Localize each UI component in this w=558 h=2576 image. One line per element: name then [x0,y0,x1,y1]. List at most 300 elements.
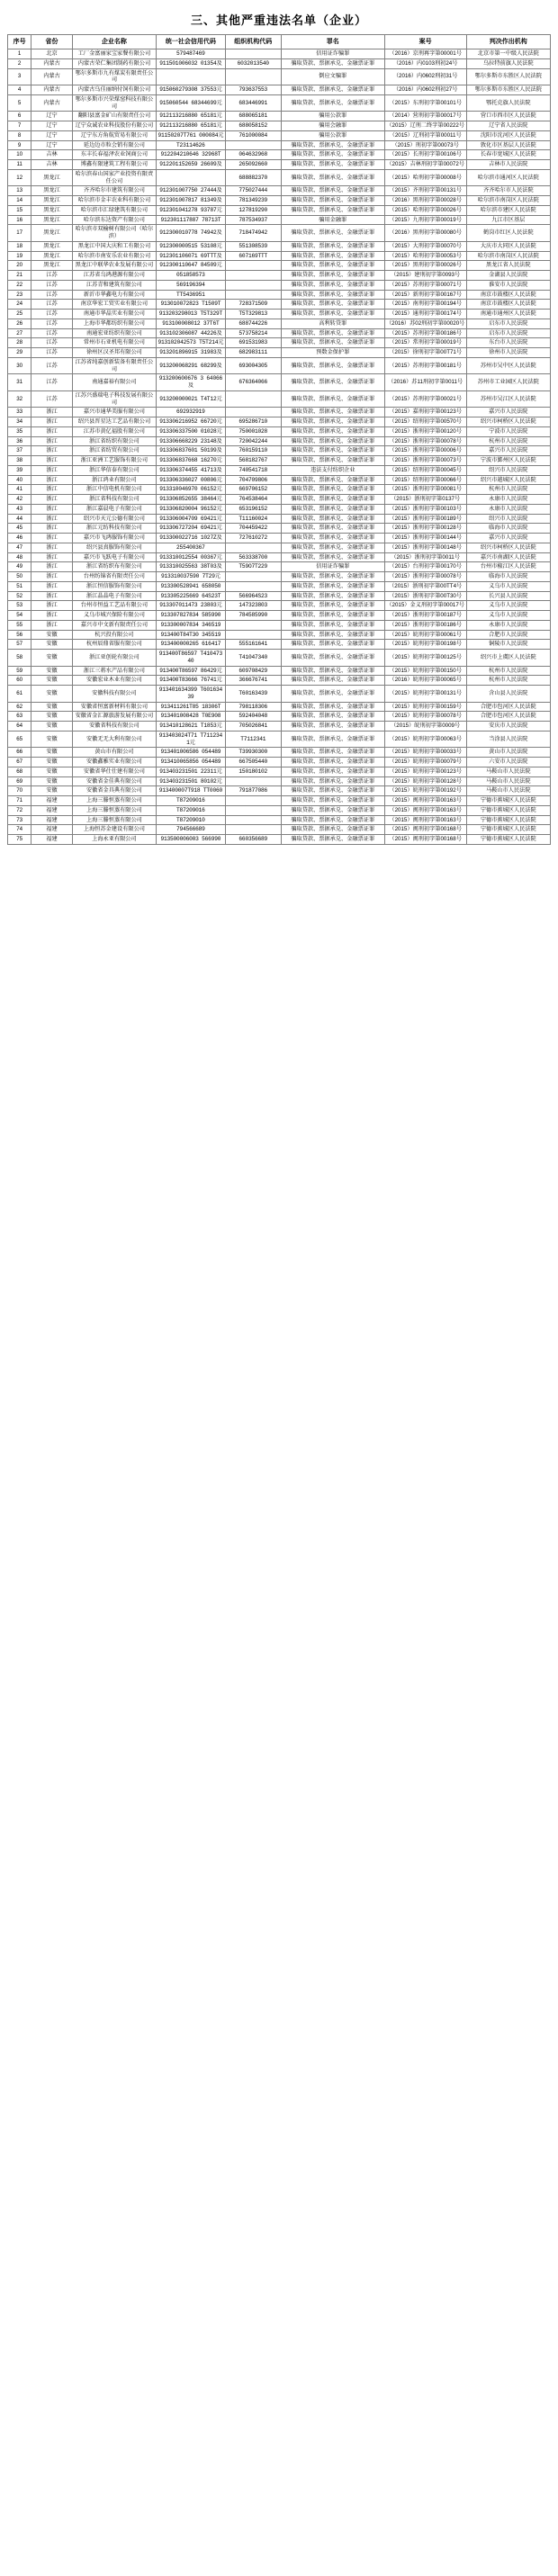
cell-company: 博鑫有限建筑工程有限公司 [72,160,156,170]
cell-company: 台州纺锦省有限责任公司 [72,572,156,582]
cell-credit-code: 913306004709 69421元 [157,514,226,524]
cell-province: 黑龙江 [32,261,72,271]
cell-charge: 骗取贷款、票据承兑、金融票证罪 [281,310,384,319]
cell-charge: 骗用会融罪 [281,121,384,131]
cell-court: 苏州市工业园区人民法院 [466,374,550,391]
cell-index: 75 [8,835,32,845]
cell-province: 黑龙江 [32,241,72,251]
table-body [8,49,551,845]
table-row [8,712,551,722]
cell-charge: 骗取贷款、票据承兑、金融票证罪 [281,815,384,825]
cell-court: 临海市人民法院 [466,572,550,582]
cell-charge: 骗取贷款、票据承兑、金融票证罪 [281,630,384,640]
cell-company: 上海三滕恒蒸有限公司 [72,805,156,815]
cell-credit-code: 912300010778 74942及 [157,225,226,242]
cell-case-no: （2015）皖刑初字第00159号 [384,702,466,712]
cell-case-no: （2016）内0602刑初31号 [384,68,466,85]
cell-org-code [225,271,281,281]
cell-province: 浙江 [32,475,72,485]
cell-province: 江苏 [32,271,72,281]
cell-case-no: （2015）齐刑初字第00131号 [384,186,466,196]
cell-org-code [225,390,281,408]
cell-index: 60 [8,676,32,686]
cell-company: 内蒙古荣仁集团制药有限公司 [72,58,156,68]
col-header-index: 序号 [8,35,32,49]
cell-credit-code: 913310037590 7T29元 [157,572,226,582]
col-header-org-code: 组织机构代码 [225,35,281,49]
col-header-charge: 罪名 [281,35,384,49]
cell-org-code [225,630,281,640]
cell-court: 嘉兴市人民法院 [466,534,550,543]
cell-credit-code: 913403231501 22311元 [157,767,226,776]
cell-credit-code: 913400T86597 86429元 [157,666,226,676]
cell-province: 江苏 [32,357,72,374]
cell-case-no: （2015）苏刑初字第00186号 [384,328,466,338]
cell-case-no: （2015）浙刑初字第00TT4号 [384,581,466,591]
cell-org-code: 573758214 [225,328,281,338]
cell-org-code: 720042244 [225,436,281,446]
cell-province: 黑龙江 [32,205,72,215]
cell-company: 翻阳县富金矿山有限责任公司 [72,112,156,121]
cell-org-code: T41047340 [225,650,281,667]
cell-case-no: （2015）皖刑初字第00061号 [384,630,466,640]
cell-credit-code: TT5436951 [157,290,226,300]
cell-province: 浙江 [32,504,72,514]
table-row [8,169,551,186]
cell-charge: 预数金保护罪 [281,348,384,358]
cell-index: 12 [8,169,32,186]
cell-case-no: （2015）皖刑初字第00125号 [384,650,466,667]
cell-province: 黑龙江 [32,251,72,261]
cell-company: 浙江嘉晨电子有限公司 [72,504,156,514]
cell-index: 39 [8,465,32,475]
cell-court: 绍兴市上虞区人民法院 [466,650,550,667]
cell-org-code [225,68,281,85]
cell-case-no: （2015）浙刑初字第00128号 [384,524,466,534]
cell-index: 6 [8,112,32,121]
cell-charge: 骗取贷款、票据承兑、金融票证罪 [281,328,384,338]
cell-case-no: （2015）浙刑初字第00073号 [384,456,466,466]
cell-court: 嘉兴市人民法院 [466,408,550,417]
cell-company: 黄山市有限公司 [72,748,156,758]
cell-company: 哈尔滨市金丰农业科有限公司 [72,196,156,206]
table-header-row [8,35,551,49]
cell-case-no: （2016）黑刑初字第00028号 [384,196,466,206]
cell-index: 42 [8,495,32,505]
cell-province: 福建 [32,835,72,845]
cell-index: 1 [8,49,32,59]
cell-charge: 骗取贷款、票据承兑、金融票证罪 [281,280,384,290]
cell-case-no: （2015）浙刑初字第00T30号 [384,591,466,601]
cell-court: 齐齐哈尔市人民法院 [466,186,550,196]
cell-credit-code: 913310046970 06152元 [157,485,226,495]
cell-court: 宁德市蕉城区人民法院 [466,796,550,806]
table-row [8,552,551,562]
cell-index: 67 [8,758,32,767]
cell-credit-code: 913200600676 3 64066及 [157,374,226,391]
cell-charge: 骗取贷款、票据承兑、金融票证罪 [281,169,384,186]
cell-charge: 骗取贷款、票据承兑、金融票证罪 [281,58,384,68]
table-row [8,49,551,59]
table-row [8,300,551,310]
cell-company: 安徽无无大利有限公司 [72,731,156,748]
cell-province: 浙江 [32,417,72,427]
cell-case-no: （2015）苏刑初字第00071号 [384,280,466,290]
cell-court: 杭州市人民法院 [466,666,550,676]
cell-credit-code: 913403231501 80102元 [157,776,226,786]
cell-court: 义乌市人民法院 [466,601,550,611]
table-row [8,271,551,281]
cell-charge: 骗取贷款、票据承兑、金融票证罪 [281,712,384,722]
cell-charge: 骗取贷款、票据承兑、金融票证罪 [281,611,384,621]
cell-org-code: 609708429 [225,666,281,676]
cell-province: 安徽 [32,776,72,786]
cell-case-no: （2014）营刑初字第00017号 [384,112,466,121]
cell-org-code: T11160024 [225,514,281,524]
cell-province: 安徽 [32,702,72,712]
cell-company: 杭兴投有限公司 [72,630,156,640]
cell-credit-code: 913300007834 346519 [157,620,226,630]
cell-index: 7 [8,121,32,131]
cell-charge: 骗取贷款、票据承兑、金融票证罪 [281,196,384,206]
table-row [8,591,551,601]
cell-index: 18 [8,241,32,251]
cell-index: 21 [8,271,32,281]
cell-credit-code: 913306852655 38464元 [157,495,226,505]
cell-case-no: （2015）常刑初字第00019号 [384,338,466,348]
cell-index: 17 [8,225,32,242]
cell-index: 49 [8,562,32,572]
cell-index: 45 [8,524,32,534]
cell-province: 江苏 [32,290,72,300]
cell-court: 绍兴市人民法院 [466,514,550,524]
cell-org-code: T59O7T229 [225,562,281,572]
cell-company: 浙江省纺织布有限公司 [72,562,156,572]
cell-case-no: （2016）皖刑初字第00065号 [384,676,466,686]
cell-court: 含山县人民法院 [466,686,550,703]
cell-charge: 倒应文骗罪 [281,68,384,85]
cell-case-no: （2015）新刑初字第00167号 [384,290,466,300]
cell-credit-code: 913410128621 T1853元 [157,722,226,732]
cell-case-no: （2016）内0602刑初27号 [384,85,466,95]
cell-province: 浙江 [32,572,72,582]
cell-province: 浙江 [32,426,72,436]
cell-province: 内蒙古 [32,68,72,85]
cell-province: 安徽 [32,676,72,686]
table-row [8,601,551,611]
cell-case-no: （2015）刑初字第00073号 [384,140,466,150]
cell-index: 33 [8,408,32,417]
cell-index: 27 [8,328,32,338]
cell-court: 杭州市人民法院 [466,676,550,686]
cell-credit-code: 913400T86597 T41047340 [157,650,226,667]
cell-org-code: 683446991 [225,94,281,112]
cell-index: 29 [8,348,32,358]
cell-court: 乌拉特前旗人民法院 [466,58,550,68]
cell-index: 36 [8,436,32,446]
cell-company: 浙江中信电机有限公司 [72,485,156,495]
cell-case-no: （2015）浙刑初字第0011号 [384,552,466,562]
cell-province: 浙江 [32,562,72,572]
cell-org-code: 740541718 [225,465,281,475]
cell-court: 杭州市人民法院 [466,485,550,495]
cell-court: 绍兴市柯桥区人民法院 [466,543,550,552]
cell-court: 永康市人民法院 [466,495,550,505]
cell-case-no: （2016）京刑再字第00001号 [384,49,466,59]
cell-province: 安徽 [32,758,72,767]
cell-case-no: （2015）辽刑二终字第00222号 [384,121,466,131]
cell-credit-code: 913300528941 658050 [157,581,226,591]
cell-company: 浙江亚创轮有限公司 [72,650,156,667]
cell-credit-code: 913307827834 585990 [157,611,226,621]
cell-charge: 骗取贷款、票据承兑、金融票证罪 [281,160,384,170]
cell-index: 61 [8,686,32,703]
cell-org-code: 775027444 [225,186,281,196]
cell-credit-code: 911501006032 01354及 [157,58,226,68]
cell-province: 浙江 [32,524,72,534]
cell-company: 工厂金富丽家宝家餐有限公司 [72,49,156,59]
table-row [8,514,551,524]
cell-case-no: （2016）黑刑初字第00080号 [384,225,466,242]
cell-charge: 骗取贷款、票据承兑、金融票证罪 [281,390,384,408]
cell-case-no: （2015）皖刑初字第00150号 [384,666,466,676]
cell-company: 南通宏亚纺织有限公司 [72,328,156,338]
table-row [8,786,551,796]
table-row [8,776,551,786]
cell-charge: 骗取贷款、票据承兑、金融票证罪 [281,572,384,582]
cell-company: 安徽省金汇源旅游发展有限公司 [72,712,156,722]
table-row [8,241,551,251]
cell-org-code: 660356689 [225,835,281,845]
cell-charge: 骗取贷款、票据承兑、金融票证罪 [281,524,384,534]
cell-index: 55 [8,620,32,630]
cell-province: 安徽 [32,786,72,796]
cell-case-no: （2015）皖刑初字第00128号 [384,776,466,786]
cell-company: 哈尔滨市南安乐农业有限公司 [72,251,156,261]
table-row [8,280,551,290]
cell-company: 鄂尔多斯市兴荣煤窑科技有限公司 [72,94,156,112]
table-row [8,426,551,436]
cell-credit-code: 913306374455 41713及 [157,465,226,475]
cell-court: 南京市鼓楼区人民法院 [466,300,550,310]
cell-province: 浙江 [32,465,72,475]
table-row [8,543,551,552]
cell-province: 浙江 [32,446,72,456]
cell-charge: 骗取贷款、票据承兑、金融票证罪 [281,601,384,611]
cell-index: 20 [8,261,32,271]
cell-charge: 骗取贷款、票据承兑、金融票证罪 [281,241,384,251]
cell-company: 鄂尔多斯市九有煤炭有限责任公司 [72,68,156,85]
cell-org-code [225,825,281,835]
cell-court: 启东市人民法院 [466,328,550,338]
table-row [8,650,551,667]
cell-company: 浙江省科技有限公司 [72,495,156,505]
cell-credit-code: 913200000021 T4T12元 [157,390,226,408]
cell-case-no: （2015）九刑初字第00019号 [384,215,466,225]
cell-credit-code: 915060544 68344699元 [157,94,226,112]
cell-org-code [225,140,281,150]
cell-org-code [225,815,281,825]
cell-org-code: 760159110 [225,446,281,456]
cell-court: 马鞍山市人民法院 [466,776,550,786]
cell-company: 绍兴市天元公德有限公司 [72,514,156,524]
cell-charge: 骗取贷款、票据承兑、金融票证罪 [281,85,384,95]
cell-org-code [225,620,281,630]
cell-org-code [225,581,281,591]
cell-index: 44 [8,514,32,524]
cell-charge: 骗取贷款、票据承兑、金融票证罪 [281,552,384,562]
cell-index: 5 [8,94,32,112]
cell-case-no: （2015）哈刑初字第00053号 [384,251,466,261]
cell-charge: 骗取贷款、票据承兑、金融票证罪 [281,666,384,676]
cell-court: 淮安市人民法院 [466,280,550,290]
col-header-court: 判决作出机构 [466,35,550,49]
cell-charge: 骗取贷款、票据承兑、金融票证罪 [281,722,384,732]
cell-province: 浙江 [32,436,72,446]
cell-company: 上海三滕恒蒸有限公司 [72,815,156,825]
cell-province: 黑龙江 [32,225,72,242]
cell-case-no: （2015）闽刑初字第00168号 [384,835,466,845]
cell-charge: 骗取贷款、票据承兑、金融票证罪 [281,475,384,485]
cell-province: 福建 [32,796,72,806]
table-row [8,186,551,196]
cell-case-no: （2015）浙刑初字第00144号 [384,534,466,543]
cell-credit-code: 912301041278 93787元 [157,205,226,215]
cell-index: 23 [8,290,32,300]
cell-credit-code: 913203298013 T5T329T [157,310,226,319]
table-row [8,68,551,85]
cell-credit-code: 051858573 [157,271,226,281]
cell-province: 安徽 [32,731,72,748]
cell-credit-code: 913306727204 69421元 [157,524,226,534]
table-row [8,758,551,767]
table-row [8,357,551,374]
table-row [8,581,551,591]
cell-credit-code: 569196394 [157,280,226,290]
cell-province: 浙江 [32,456,72,466]
cell-charge: 骗取贷款、票据承兑、金融票证罪 [281,796,384,806]
cell-court: 南京市鼓楼区人民法院 [466,290,550,300]
table-row [8,290,551,300]
cell-index: 38 [8,456,32,466]
table-row [8,475,551,485]
cell-charge: 骗取贷款、票据承兑、金融票证罪 [281,731,384,748]
cell-credit-code: T23114626 [157,140,226,150]
cell-charge: 骗取贷款、票据承兑、金融票证罪 [281,835,384,845]
table-row [8,722,551,732]
cell-province: 江苏 [32,390,72,408]
cell-credit-code: 913400T83666 76741元 [157,676,226,686]
cell-company: 绍兴县晋星达工艺品有限公司 [72,417,156,427]
cell-charge: 骗取贷款、票据承兑、金融票证罪 [281,436,384,446]
table-row [8,261,551,271]
cell-charge: 骗取贷款、票据承兑、金融票证罪 [281,534,384,543]
cell-province: 浙江 [32,620,72,630]
table-row [8,215,551,225]
cell-credit-code: 913306216952 66720元 [157,417,226,427]
cell-case-no: （2015）南刑初字第00194号 [384,300,466,310]
cell-charge: 违法支付纺织企业 [281,465,384,475]
cell-charge: 骗取贷款、票据承兑、金融票证罪 [281,446,384,456]
cell-org-code: 6032013540 [225,58,281,68]
table-row [8,85,551,95]
cell-index: 35 [8,426,32,436]
cell-credit-code: 913401006586 054489 [157,748,226,758]
table-row [8,815,551,825]
cell-org-code: 147323803 [225,601,281,611]
cell-case-no: （2015）闽刑初字第00163号 [384,805,466,815]
cell-org-code: 705026841 [225,722,281,732]
cell-province: 吉林 [32,160,72,170]
table-row [8,796,551,806]
cell-case-no: （2015）闽刑初字第00163号 [384,815,466,825]
table-row [8,562,551,572]
cell-org-code: 669706152 [225,485,281,495]
cell-province: 安徽 [32,767,72,776]
cell-court: 黑龙江省人民法院 [466,261,550,271]
cell-index: 40 [8,475,32,485]
cell-charge: 骗取贷款、票据承兑、金融票证罪 [281,805,384,815]
cell-province: 辽宁 [32,121,72,131]
cell-case-no: （2015）吉林刑初字第00072号 [384,160,466,170]
cell-court: 辽宁省人民法院 [466,121,550,131]
cell-case-no: （2015）建刑初字第0093号 [384,271,466,281]
cell-company: 浙江省纺织有限公司 [72,436,156,446]
cell-court: 哈尔滨市南岗区人民法院 [466,196,550,206]
cell-credit-code: 913306837668 16270元 [157,456,226,466]
cell-court: 北京市第一中级人民法院 [466,49,550,59]
cell-court: 义乌市人民法院 [466,581,550,591]
cell-case-no: （2015）金义刑初字第00017号 [384,601,466,611]
cell-court: 长春市宽城区人民法院 [466,150,550,160]
cell-index: 52 [8,591,32,601]
cell-province: 辽宁 [32,140,72,150]
document-page [0,0,558,854]
cell-company: 嘉兴市通华美服有限公司 [72,408,156,417]
cell-court: 宁德市蕉城区人民法院 [466,835,550,845]
cell-charge: 骗取贷款、票据承兑、金融票证罪 [281,357,384,374]
cell-court: 吉林市人民法院 [466,160,550,170]
cell-case-no: （2015）哈刑初字第00026号 [384,205,466,215]
cell-org-code: 764538464 [225,495,281,505]
cell-org-code: 568182767 [225,456,281,466]
cell-index: 19 [8,251,32,261]
cell-court: 宁德市蕉城区人民法院 [466,815,550,825]
cell-index: 66 [8,748,32,758]
cell-company: 东丰长春福泽农业饲商公司 [72,150,156,160]
cell-court: 沈阳市沈河区人民法院 [466,130,550,140]
cell-court: 绍兴市越城区人民法院 [466,475,550,485]
cell-court: 启东市人民法院 [466,319,550,328]
cell-case-no: （2015）皖刑初字第00192号 [384,786,466,796]
cell-index: 74 [8,825,32,835]
cell-credit-code: 912301106071 69TTT及 [157,251,226,261]
cell-index: 30 [8,357,32,374]
cell-index: 53 [8,601,32,611]
cell-province: 浙江 [32,485,72,495]
cell-case-no: （2015）苏刑初字第00181号 [384,357,466,374]
cell-province: 安徽 [32,666,72,676]
cell-company: 哈尔滨春山国家产业投资有限责任公司 [72,169,156,186]
cell-case-no: （2015）闽刑初字第00163号 [384,796,466,806]
cell-case-no: （2015）皖刑初字第00078号 [384,712,466,722]
cell-case-no: （2015）浙刑初字第00103号 [384,504,466,514]
table-row [8,611,551,621]
cell-company: 嘉兴市飞跃电子有限公司 [72,552,156,562]
cell-credit-code: 913100008012 37T6T [157,319,226,328]
cell-court: 哈尔滨市通河区人民法院 [466,169,550,186]
cell-org-code: 150180102 [225,767,281,776]
